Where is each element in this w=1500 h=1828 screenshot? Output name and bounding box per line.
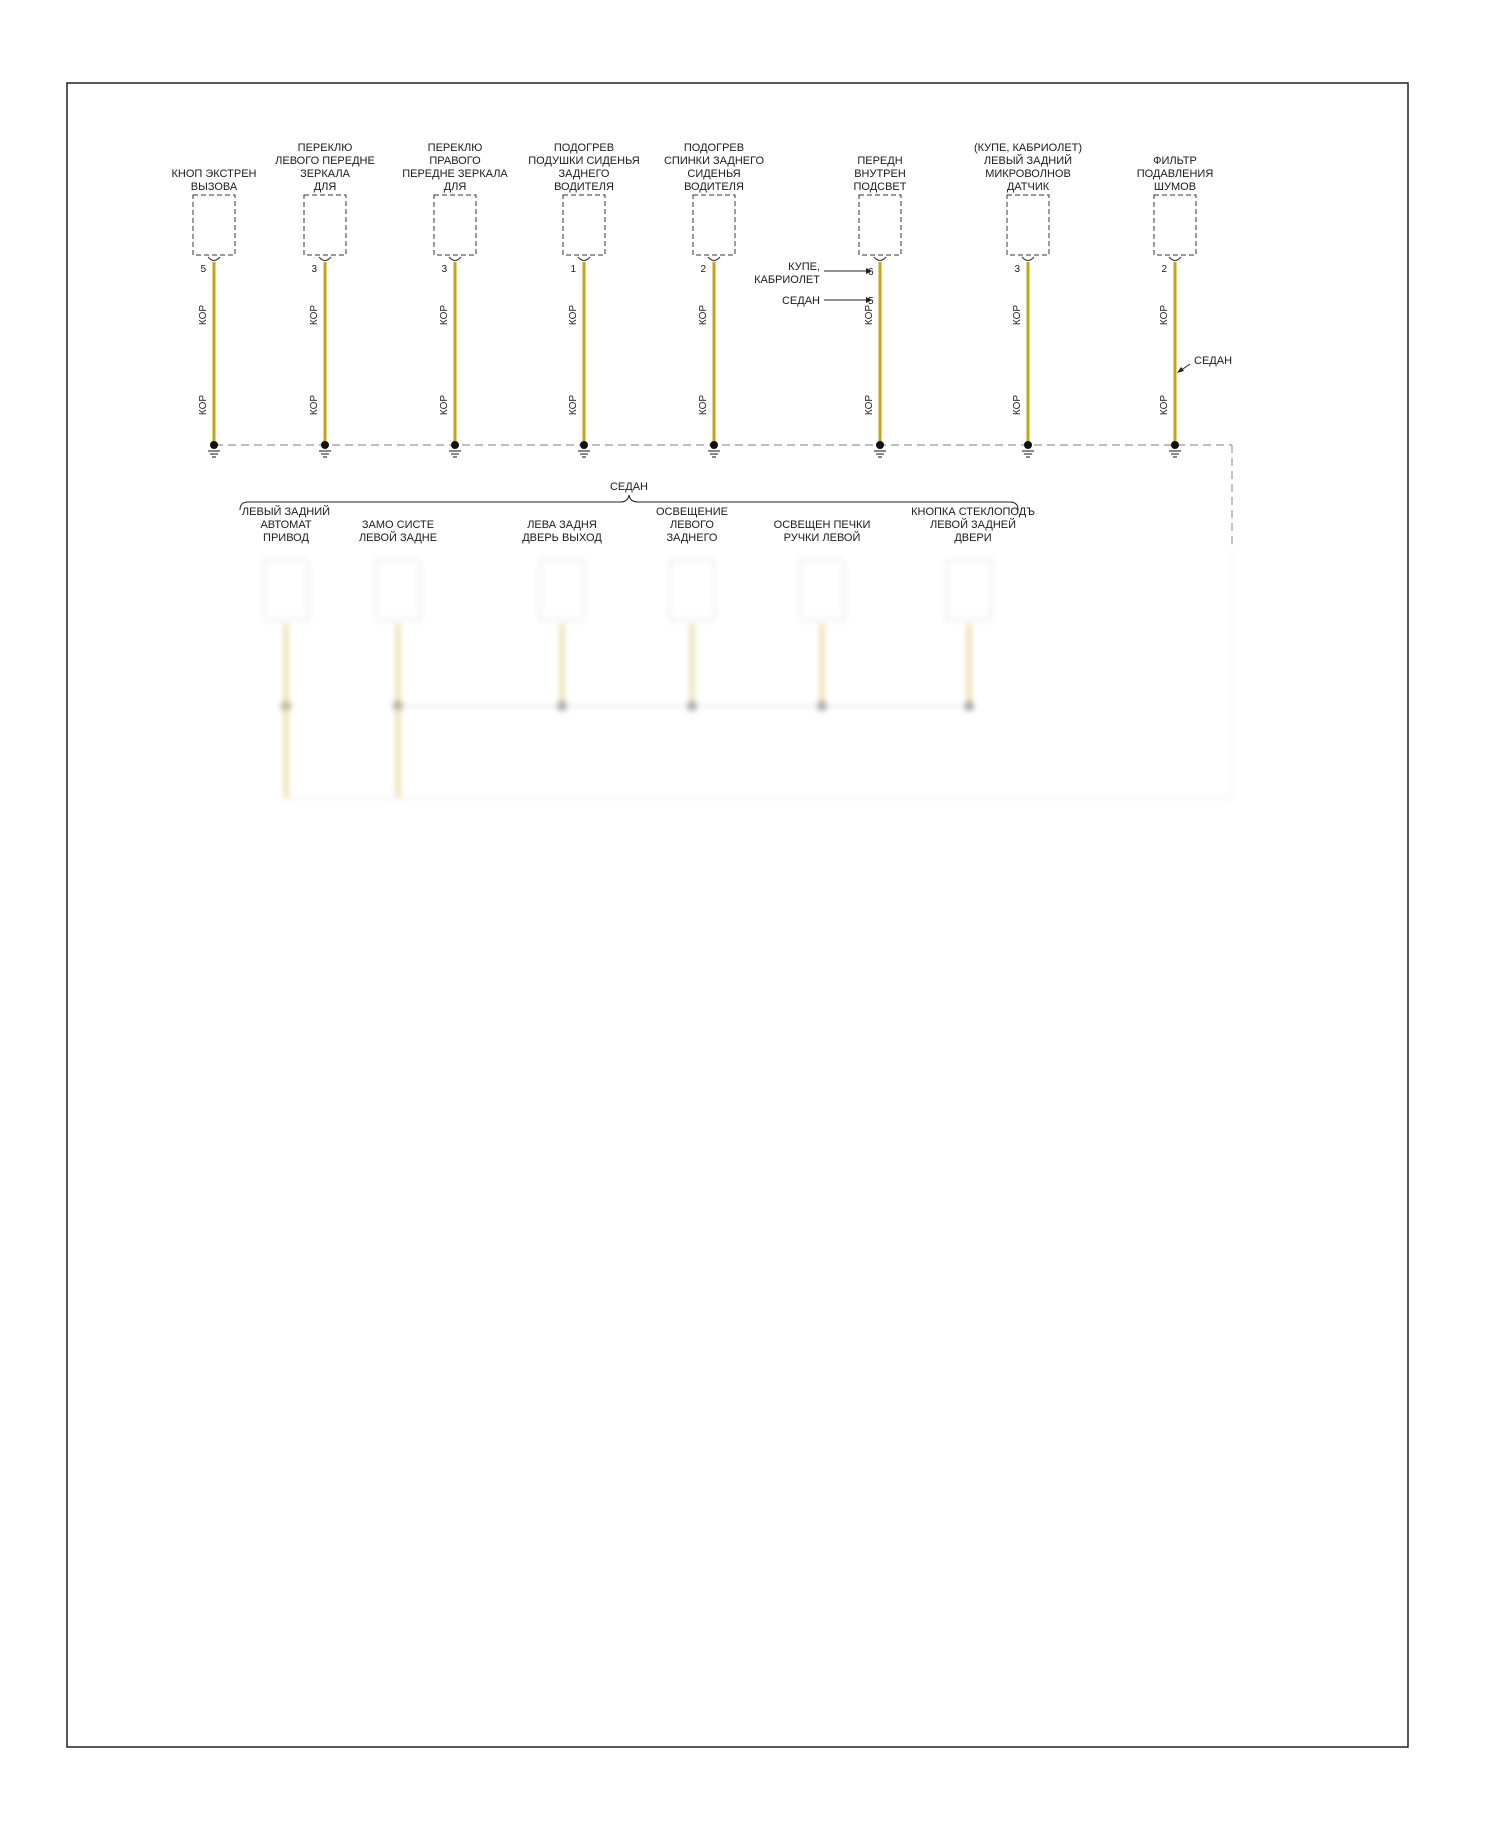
wire-color-label: КОР [1012, 394, 1023, 416]
pin-number: 3 [1014, 264, 1020, 275]
component-label: (КУПЕ, КАБРИОЛЕТ) [973, 142, 1083, 154]
component-5 [664, 142, 764, 457]
pin-number: 2 [700, 264, 706, 275]
sedan-note: СЕДАН [781, 295, 820, 307]
second-row-label: ЛЕВОЙ ЗАДНЕ [358, 532, 438, 544]
pin-number: 3 [311, 264, 317, 275]
connector-icon [578, 257, 590, 261]
component-label: СИДЕНЬЯ [687, 168, 741, 180]
component-box [859, 195, 901, 255]
splice-point-icon [321, 441, 329, 449]
wire-color-label: КОР [864, 304, 875, 326]
component-box [563, 195, 605, 255]
component-label: ДЛЯ [313, 181, 337, 193]
second-row-label: ЛЕВЫЙ ЗАДНИЙ [241, 506, 331, 518]
component-6 [853, 155, 906, 457]
second-row-label: КНОПКА СТЕКЛОПОДЪ [911, 506, 1035, 518]
second-row-label: ПРИВОД [263, 532, 309, 544]
filter-note-arrow-head [1177, 367, 1184, 373]
connector-icon [708, 257, 720, 261]
component-label: ЗЕРКАЛА [300, 168, 350, 180]
second-row-label: ДВЕРИ [954, 532, 992, 544]
wire-color-label: КОР [568, 394, 579, 416]
blurred-diagram-region [66, 548, 1408, 1748]
component-label: ПЕРЕДНЕ ЗЕРКАЛА [402, 168, 508, 180]
blurred-component [947, 560, 991, 711]
component-label: ФИЛЬТР [1153, 155, 1197, 167]
component-label: ЗАДНЕГО [558, 168, 610, 180]
wire-color-label: КОР [439, 394, 450, 416]
wire-color-label: КОР [198, 304, 209, 326]
coupe-note-line1: КУПЕ, [788, 261, 820, 273]
splice-point-icon [710, 441, 718, 449]
component-box [434, 195, 476, 255]
component-label: ДАТЧИК [1006, 181, 1050, 193]
wire-color-label: КОР [1012, 304, 1023, 326]
second-row-label: ОСВЕЩЕНИЕ [655, 506, 729, 518]
connector-icon [208, 257, 220, 261]
wire-color-label: КОР [864, 394, 875, 416]
component-1 [172, 168, 257, 457]
pin-number: 1 [570, 264, 576, 275]
component-3 [402, 142, 508, 457]
sedan-bracket [240, 495, 1018, 510]
wire-color-label: КОР [1159, 394, 1170, 416]
component-label: ВЫЗОВА [190, 181, 238, 193]
wire-color-label: КОР [698, 394, 709, 416]
wire-color-label: КОР [309, 304, 320, 326]
splice-point-icon [580, 441, 588, 449]
component-box [304, 195, 346, 255]
coupe-pin: 6 [868, 267, 874, 278]
second-row-label: ДВЕРЬ ВЫХОД [522, 532, 602, 544]
pin-number: 2 [1161, 264, 1167, 275]
component-7 [974, 142, 1082, 457]
component-box [693, 195, 735, 255]
component-box [193, 195, 235, 255]
second-row-label: ЗАДНЕГО [666, 532, 718, 544]
component-4 [528, 142, 640, 457]
splice-point-icon [1024, 441, 1032, 449]
component-label: ВОДИТЕЛЯ [684, 181, 744, 193]
component-label: ШУМОВ [1153, 181, 1197, 193]
component-label: ВОДИТЕЛЯ [554, 181, 614, 193]
component-label: МИКРОВОЛНОВ [985, 168, 1071, 180]
component-label: ПОДАВЛЕНИЯ [1136, 168, 1214, 180]
wire-color-label: КОР [198, 394, 209, 416]
connector-icon [449, 257, 461, 261]
sedan-pin: 5 [868, 296, 874, 307]
blurred-component [670, 560, 714, 711]
component-label: ПЕРЕКЛЮ [427, 142, 483, 154]
component-label: ЛЕВЫЙ ЗАДНИЙ [983, 155, 1073, 167]
second-row-label: ЛЕВОГО [670, 519, 714, 531]
splice-point-icon [451, 441, 459, 449]
second-row-label: АВТОМАТ [260, 519, 312, 531]
blurred-component [540, 560, 584, 711]
pin-number: 5 [200, 264, 206, 275]
splice-point-icon [876, 441, 884, 449]
second-row-label: ЛЕВА ЗАДНЯ [527, 519, 597, 531]
filter-sedan-note: СЕДАН [1194, 355, 1233, 367]
splice-point-icon [210, 441, 218, 449]
component-label: ПОДУШКИ СИДЕНЬЯ [528, 155, 640, 167]
wire-color-label: КОР [698, 304, 709, 326]
wire-color-label: КОР [568, 304, 579, 326]
second-row-label: ОСВЕЩЕН ПЕЧКИ [773, 519, 871, 531]
sedan-bracket-label: СЕДАН [609, 481, 649, 493]
second-row-label: ЛЕВОЙ ЗАДНЕЙ [929, 519, 1017, 531]
pin-number: 3 [441, 264, 447, 275]
component-label: ПЕРЕКЛЮ [297, 142, 353, 154]
connector-icon [874, 257, 886, 261]
component-label: ДЛЯ [443, 181, 467, 193]
splice-point-icon [1171, 441, 1179, 449]
component-label: ПОДОГРЕВ [553, 142, 615, 154]
second-row-label: РУЧКИ ЛЕВОЙ [783, 532, 861, 544]
blurred-component [376, 560, 420, 711]
component-label: ЛЕВОГО ПЕРЕДНЕ [275, 155, 375, 167]
component-label: ПОДСВЕТ [853, 181, 907, 193]
wire-color-label: КОР [439, 304, 450, 326]
component-2 [275, 142, 375, 457]
connector-icon [1022, 257, 1034, 261]
connector-icon [1169, 257, 1181, 261]
component-label: ПРАВОГО [429, 155, 481, 167]
coupe-note-line2: КАБРИОЛЕТ [754, 274, 820, 286]
component-label: СПИНКИ ЗАДНЕГО [663, 155, 765, 167]
component-label: ПОДОГРЕВ [683, 142, 745, 154]
wire-color-label: КОР [309, 394, 320, 416]
wire-color-label: КОР [1159, 304, 1170, 326]
component-label: КНОП ЭКСТРЕН [171, 168, 257, 180]
second-row-label: ЗАМО СИСТЕ [361, 519, 435, 531]
component-label: ВНУТРЕН [854, 168, 906, 180]
component-box [1007, 195, 1049, 255]
connector-icon [319, 257, 331, 261]
component-8 [1137, 155, 1214, 457]
blurred-component [800, 560, 844, 711]
component-label: ПЕРЕДН [857, 155, 903, 167]
component-box [1154, 195, 1196, 255]
